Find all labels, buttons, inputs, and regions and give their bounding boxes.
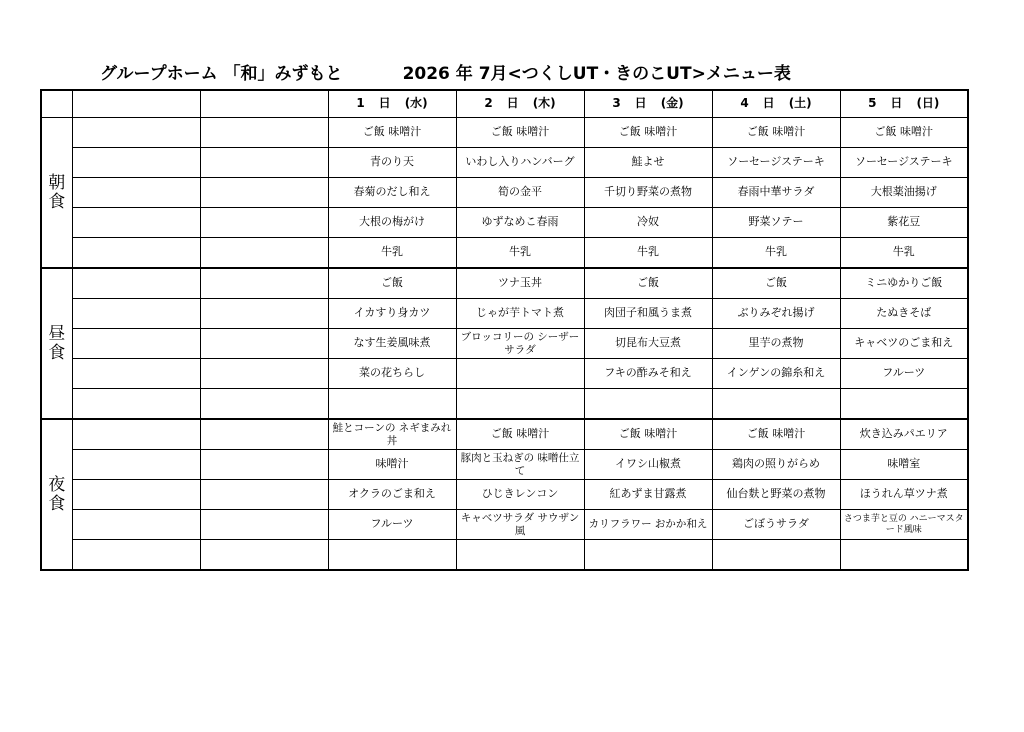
menu-cell: ご飯: [328, 268, 456, 299]
breakfast-row: [41, 178, 968, 208]
blank-header-cell: [200, 90, 328, 118]
blank-cell: [200, 540, 328, 571]
blank-cell: [72, 450, 200, 480]
lunch-row: [41, 359, 968, 389]
breakfast-row: [41, 118, 968, 148]
day-header: 1 日 (水): [328, 90, 456, 118]
menu-cell: [712, 540, 840, 571]
menu-cell: キャベツのごま和え: [840, 329, 968, 359]
menu-cell: カリフラワー おかか和え: [584, 510, 712, 540]
day-header: 3 日 (金): [584, 90, 712, 118]
blank-cell: [200, 389, 328, 420]
menu-cell: [584, 389, 712, 420]
menu-cell: ソーセージステーキ: [840, 148, 968, 178]
menu-cell: ご飯 味噌汁: [584, 118, 712, 148]
blank-cell: [200, 148, 328, 178]
menu-cell: 大根の梅がけ: [328, 208, 456, 238]
menu-cell: 牛乳: [328, 238, 456, 269]
blank-cell: [200, 268, 328, 299]
menu-cell: 春雨中華サラダ: [712, 178, 840, 208]
lunch-row: [41, 389, 968, 420]
menu-cell: ご飯 味噌汁: [456, 419, 584, 450]
menu-cell: 切昆布大豆煮: [584, 329, 712, 359]
blank-cell: [200, 178, 328, 208]
menu-cell: イワシ山椒煮: [584, 450, 712, 480]
menu-cell: 肉団子和風うま煮: [584, 299, 712, 329]
menu-cell: 牛乳: [712, 238, 840, 269]
menu-cell: 鮭よせ: [584, 148, 712, 178]
blank-cell: [200, 118, 328, 148]
day-header: 5 日 (日): [840, 90, 968, 118]
menu-cell: 青のり天: [328, 148, 456, 178]
menu-cell: ゆずなめこ春雨: [456, 208, 584, 238]
menu-cell: 野菜ソテー: [712, 208, 840, 238]
blank-cell: [200, 419, 328, 450]
menu-cell: 筍の金平: [456, 178, 584, 208]
breakfast-row: [41, 148, 968, 178]
menu-cell: イカすり身カツ: [328, 299, 456, 329]
menu-cell: ソーセージステーキ: [712, 148, 840, 178]
menu-cell: なす生姜風味煮: [328, 329, 456, 359]
dinner-row: [41, 450, 968, 480]
breakfast-label: 朝食: [41, 118, 72, 269]
corner-cell: [41, 90, 72, 118]
menu-cell: ご飯 味噌汁: [712, 419, 840, 450]
menu-cell: ご飯 味噌汁: [712, 118, 840, 148]
page-title: [100, 56, 791, 86]
blank-cell: [72, 359, 200, 389]
menu-cell: オクラのごま和え: [328, 480, 456, 510]
dinner-label: 夜食: [41, 419, 72, 570]
menu-cell: ぶりみぞれ揚げ: [712, 299, 840, 329]
facility-name: グループホーム 「和」みずもと: [100, 63, 343, 84]
blank-cell: [72, 540, 200, 571]
blank-cell: [72, 148, 200, 178]
menu-cell: 牛乳: [840, 238, 968, 269]
blank-cell: [200, 238, 328, 269]
blank-cell: [200, 510, 328, 540]
blank-cell: [72, 299, 200, 329]
dinner-row: [41, 480, 968, 510]
menu-cell: [584, 540, 712, 571]
menu-cell: ご飯: [712, 268, 840, 299]
menu-cell: フキの酢みそ和え: [584, 359, 712, 389]
menu-cell: 鮭とコーンの ネギまみれ丼: [328, 419, 456, 450]
blank-cell: [72, 208, 200, 238]
menu-cell: フルーツ: [840, 359, 968, 389]
day-header: 4 日 (土): [712, 90, 840, 118]
blank-cell: [200, 299, 328, 329]
blank-cell: [200, 208, 328, 238]
menu-cell: ご飯: [584, 268, 712, 299]
menu-cell: 豚肉と玉ねぎの 味噌仕立て: [456, 450, 584, 480]
lunch-label: 昼食: [41, 268, 72, 419]
menu-cell: ミニゆかりご飯: [840, 268, 968, 299]
blank-cell: [200, 359, 328, 389]
blank-cell: [72, 510, 200, 540]
menu-cell: ご飯 味噌汁: [456, 118, 584, 148]
menu-cell: ごぼうサラダ: [712, 510, 840, 540]
menu-cell: 紅あずま甘露煮: [584, 480, 712, 510]
menu-cell: さつま芋と豆の ハニーマスタード風味: [840, 510, 968, 540]
blank-cell: [200, 450, 328, 480]
menu-cell: [456, 540, 584, 571]
blank-cell: [72, 389, 200, 420]
blank-header-cell: [72, 90, 200, 118]
blank-cell: [200, 329, 328, 359]
lunch-row: [41, 268, 968, 299]
menu-cell: 炊き込みパエリア: [840, 419, 968, 450]
menu-cell: [712, 389, 840, 420]
menu-cell: 味噌室: [840, 450, 968, 480]
blank-cell: [72, 329, 200, 359]
menu-cell: じゃが芋トマト煮: [456, 299, 584, 329]
breakfast-row: [41, 208, 968, 238]
dinner-row: [41, 540, 968, 571]
menu-cell: [328, 540, 456, 571]
menu-cell: [840, 389, 968, 420]
menu-table: [40, 89, 969, 571]
menu-cell: 千切り野菜の煮物: [584, 178, 712, 208]
breakfast-row: [41, 238, 968, 269]
menu-cell: ご飯 味噌汁: [328, 118, 456, 148]
menu-cell: ご飯 味噌汁: [584, 419, 712, 450]
blank-cell: [200, 480, 328, 510]
menu-cell: ほうれん草ツナ煮: [840, 480, 968, 510]
menu-cell: いわし入りハンバーグ: [456, 148, 584, 178]
menu-cell: ツナ玉丼: [456, 268, 584, 299]
menu-cell: 牛乳: [584, 238, 712, 269]
menu-cell: [456, 389, 584, 420]
menu-cell: 菜の花ちらし: [328, 359, 456, 389]
menu-cell: 鶏肉の照りがらめ: [712, 450, 840, 480]
menu-cell: たぬきそば: [840, 299, 968, 329]
day-header: 2 日 (木): [456, 90, 584, 118]
menu-cell: [840, 540, 968, 571]
menu-cell: 冷奴: [584, 208, 712, 238]
menu-cell: ひじきレンコン: [456, 480, 584, 510]
header-row: [41, 90, 968, 118]
menu-title: 2026 年 7月<つくしUT・きのこUT>メニュー表: [402, 63, 791, 84]
menu-cell: 大根薬油揚げ: [840, 178, 968, 208]
menu-cell: 味噌汁: [328, 450, 456, 480]
lunch-row: [41, 299, 968, 329]
menu-cell: 春菊のだし和え: [328, 178, 456, 208]
dinner-row: [41, 510, 968, 540]
menu-cell: フルーツ: [328, 510, 456, 540]
blank-cell: [72, 480, 200, 510]
menu-cell: 里芋の煮物: [712, 329, 840, 359]
menu-cell: [456, 359, 584, 389]
menu-cell: キャベツサラダ サウザン風: [456, 510, 584, 540]
lunch-row: [41, 329, 968, 359]
dinner-row: [41, 419, 968, 450]
menu-cell: [328, 389, 456, 420]
menu-cell: 牛乳: [456, 238, 584, 269]
blank-cell: [72, 268, 200, 299]
menu-cell: 仙台麩と野菜の煮物: [712, 480, 840, 510]
menu-cell: ご飯 味噌汁: [840, 118, 968, 148]
blank-cell: [72, 178, 200, 208]
blank-cell: [72, 118, 200, 148]
blank-cell: [72, 238, 200, 269]
menu-cell: インゲンの錦糸和え: [712, 359, 840, 389]
menu-cell: ブロッコリーの シーザーサラダ: [456, 329, 584, 359]
menu-cell: 紫花豆: [840, 208, 968, 238]
blank-cell: [72, 419, 200, 450]
